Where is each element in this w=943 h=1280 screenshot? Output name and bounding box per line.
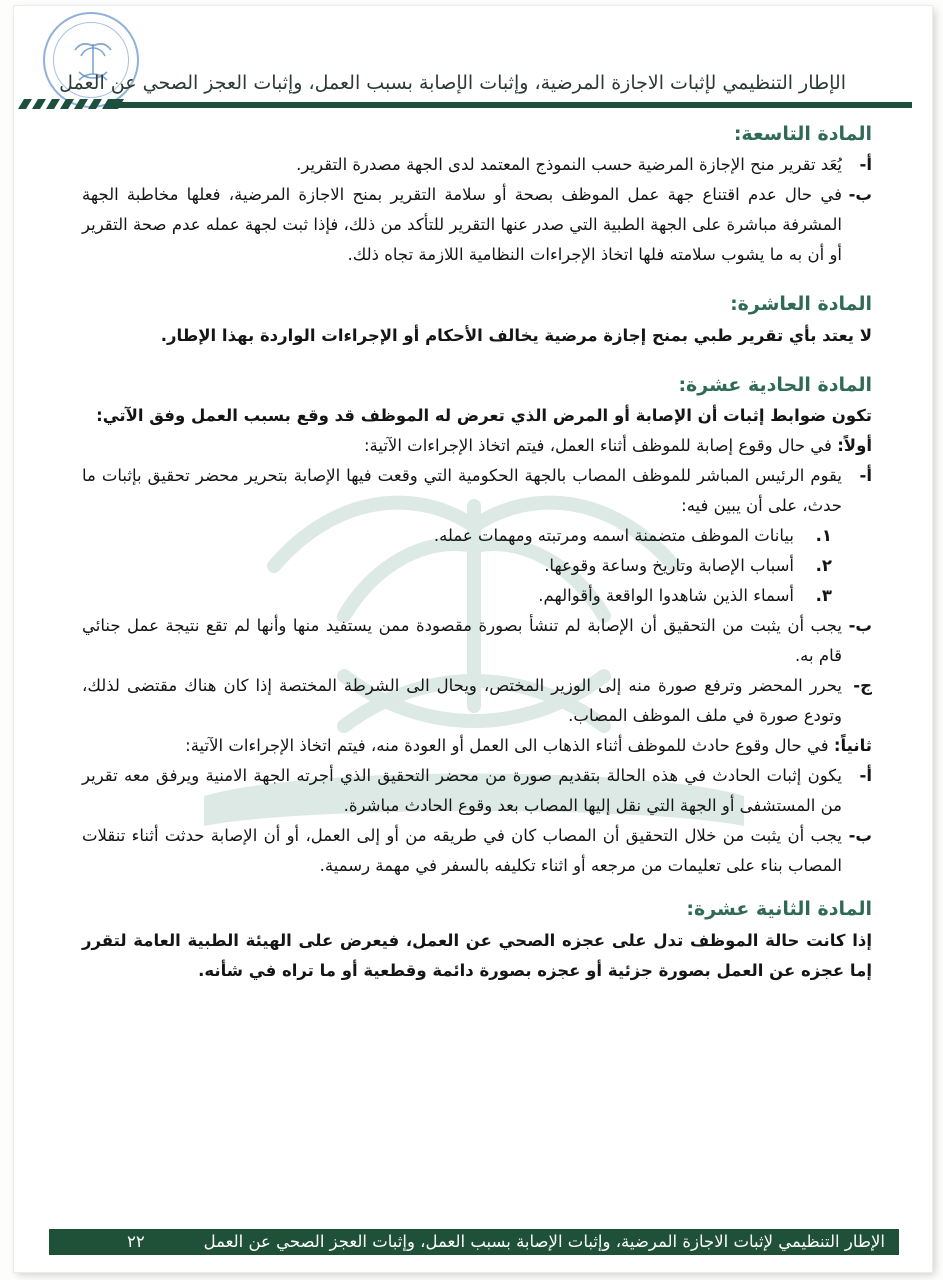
item-text: أسباب الإصابة وتاريخ وساعة وقوعها. bbox=[544, 556, 794, 576]
item-marker: ب- bbox=[848, 616, 872, 636]
section-second bbox=[82, 731, 872, 761]
item-number: ٢. bbox=[815, 556, 832, 576]
article-10 bbox=[82, 288, 872, 350]
item-text: يكون إثبات الحادث في هذه الحالة بتقديم صورة من محضر التحقيق الذي أجرته الجهة الامنية ويرفق معه تقرير من المستشفى أو الجهة التي نقل إليها المصاب بعد وقوع الحادث مباشرة. bbox=[82, 766, 842, 816]
section-text: في حال وقوع حادث للموظف أثناء الذهاب الى العمل أو العودة منه، فيتم اتخاذ الإجراءات الآتية: bbox=[185, 736, 829, 756]
list-item bbox=[82, 671, 872, 731]
footer-title: الإطار التنظيمي لإثبات الاجازة المرضية، وإثبات الإصابة بسبب العمل، وإثبات العجز الصحي عن العمل bbox=[203, 1232, 885, 1251]
article-10-text: لا يعتد بأي تقرير طبي بمنح إجازة مرضية يخالف الأحكام أو الإجراءات الواردة بهذا الإطار. bbox=[160, 325, 872, 345]
numbered-item bbox=[82, 581, 872, 611]
item-text: في حال عدم اقتناع جهة عمل الموظف بصحة أو سلامة التقرير بمنح الاجازة المرضية، فعلها مخاطبة الجهة المشرفة مباشرة على الجهة الطبية التي صدر عنها التقرير للتأكد من ذلك، فإذا ثبت لجهة عمله عدم صحة التقرير أو أن به ما يشوب سلامته فلها اتخاذ الإجراءات النظامية اللازمة تجاه ذلك. bbox=[82, 185, 842, 265]
document-body bbox=[82, 118, 872, 986]
list-item bbox=[82, 821, 872, 881]
section-label: أولاً: bbox=[837, 435, 872, 455]
article-12-text: إذا كانت حالة الموظف تدل على عجزه الصحي عن العمل، فيعرض على الهيئة الطبية العامة لتقرر إما عجزه عن العمل بصورة جزئية أو عجزه بصورة دائمة وقطعية أو ما تراه في شأنه. bbox=[82, 930, 872, 980]
item-text: يقوم الرئيس المباشر للموظف المصاب بالجهة الحكومية التي وقعت فيها الإصابة بتحرير محضر تحقيق بإثبات ما حدث، على أن يبين فيه: bbox=[82, 466, 842, 516]
item-text: أسماء الذين شاهدوا الواقعة وأقوالهم. bbox=[538, 586, 794, 606]
article-12 bbox=[82, 893, 872, 985]
article-11 bbox=[82, 369, 872, 882]
page-number: ٢٢ bbox=[127, 1232, 145, 1251]
numbered-item bbox=[82, 521, 872, 551]
section-text: في حال وقوع إصابة للموظف أثناء العمل، فيتم اتخاذ الإجراءات الآتية: bbox=[363, 435, 832, 455]
item-number: ١. bbox=[815, 526, 832, 546]
document-page bbox=[14, 6, 932, 1272]
palm-swords-emblem-icon bbox=[45, 14, 141, 110]
header-title: الإطار التنظيمي لإثبات الاجازة المرضية، وإثبات الإصابة بسبب العمل، وإثبات العجز الصحي عن العمل bbox=[59, 72, 846, 94]
list-item bbox=[82, 180, 872, 270]
item-text: يجب أن يثبت من التحقيق أن الإصابة لم تنشأ بصورة مقصودة ممن يستفيد منها وأنها لم تقع نتيجة عمل جنائي قام به. bbox=[82, 616, 842, 666]
article-10-title: المادة العاشرة: bbox=[730, 293, 872, 316]
footer-bar bbox=[49, 1229, 899, 1255]
item-marker: ج- bbox=[853, 676, 872, 696]
numbered-item bbox=[82, 551, 872, 581]
item-marker: أ- bbox=[859, 155, 872, 175]
list-item bbox=[82, 461, 872, 521]
item-text: يُعَد تقرير منح الإجازة المرضية حسب النموذج المعتمد لدى الجهة مصدرة التقرير. bbox=[296, 155, 842, 175]
article-9 bbox=[82, 118, 872, 270]
header-rule bbox=[117, 102, 912, 108]
item-marker: ب- bbox=[848, 185, 872, 205]
header-stripes-decoration bbox=[14, 99, 124, 109]
item-number: ٣. bbox=[815, 586, 832, 606]
item-marker: أ- bbox=[859, 766, 872, 786]
article-11-intro: تكون ضوابط إثبات أن الإصابة أو المرض الذي تعرض له الموظف قد وقع بسبب العمل وفق الآتي: bbox=[96, 405, 872, 425]
item-marker: أ- bbox=[859, 466, 872, 485]
article-11-title: المادة الحادية عشرة: bbox=[678, 373, 872, 396]
list-item bbox=[82, 611, 872, 671]
list-item bbox=[82, 150, 872, 180]
section-label: ثانياً: bbox=[833, 736, 872, 756]
item-text: يحرر المحضر وترفع صورة منه إلى الوزير المختص، ويحال الى الشرطة المختصة إذا كان هناك مقتضى لذلك، وتودع صورة في ملف الموظف المصاب. bbox=[82, 676, 842, 726]
item-text: بيانات الموظف متضمنة اسمه ومرتبته ومهمات عمله. bbox=[433, 526, 794, 546]
article-9-title: المادة التاسعة: bbox=[733, 123, 872, 145]
list-item bbox=[82, 761, 872, 821]
item-text: يجب أن يثبت من خلال التحقيق أن المصاب كان في طريقه من أو إلى العمل، أو أن الإصابة حدثت أثناء تنقلات المصاب بناء على تعليمات من مرجعه أو اثناء تكليفه بالسفر في مهمة رسمية. bbox=[82, 826, 842, 876]
article-12-title: المادة الثانية عشرة: bbox=[686, 898, 872, 921]
item-marker: ب- bbox=[848, 826, 872, 846]
section-first bbox=[82, 431, 872, 461]
